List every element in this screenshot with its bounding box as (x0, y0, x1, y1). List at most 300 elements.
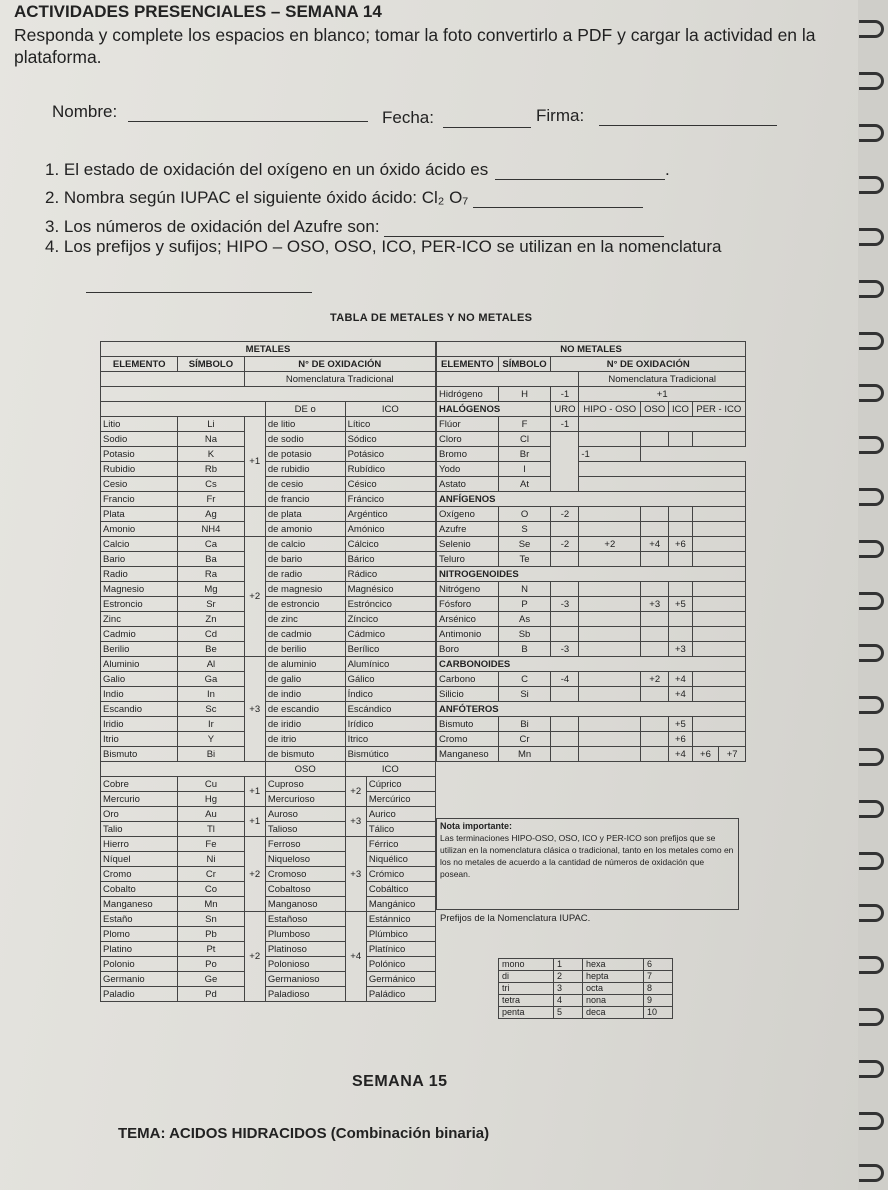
table-cell: Manganeso (437, 747, 499, 762)
prefijos-title: Prefijos de la Nomenclatura IUPAC. (440, 913, 591, 924)
question-1: 1. El estado de oxidación del oxígeno en un óxido ácido es . (45, 160, 670, 179)
table-cell (692, 717, 745, 732)
table-cell: Si (498, 687, 551, 702)
table-cell: Cromo (437, 732, 499, 747)
metal-simbolo: Zn (178, 612, 244, 627)
metal-elemento: Zinc (101, 612, 178, 627)
table-cell: +2 (579, 537, 641, 552)
table-row (499, 1007, 673, 1019)
metal-elemento: Francio (101, 492, 178, 507)
metal-ico: Estróncico (345, 597, 435, 612)
table-cell: +4 (641, 537, 669, 552)
table-row (101, 522, 436, 537)
metal-simbolo: Ra (178, 567, 244, 582)
metal-ico: Magnésico (345, 582, 435, 597)
table-row (437, 417, 746, 432)
group-label: HALÓGENOS (437, 402, 551, 417)
metal-simbolo: Ca (178, 537, 244, 552)
table-row (101, 792, 436, 807)
table-cell: +6 (669, 537, 692, 552)
table-cell (101, 387, 436, 402)
table-row (101, 477, 436, 492)
table-cell: +3 (641, 597, 669, 612)
table-row (499, 971, 673, 983)
answer-line-3[interactable] (384, 220, 664, 237)
table-cell: tetra (499, 995, 554, 1007)
table-cell: Yodo (437, 462, 499, 477)
table-row (437, 447, 746, 462)
table-cell: O (498, 507, 551, 522)
table-row (101, 507, 436, 522)
metal-simbolo: Al (178, 657, 244, 672)
nota-importante (436, 818, 739, 910)
metal-oso: Mercurioso (265, 792, 345, 807)
table-row (101, 447, 436, 462)
table-cell: +5 (669, 597, 692, 612)
metal-simbolo: Sc (178, 702, 244, 717)
answer-line-1[interactable] (495, 163, 665, 180)
metal-oso: Ferroso (265, 837, 345, 852)
metal-de: de iridio (265, 717, 345, 732)
table-row (101, 942, 436, 957)
table-row (101, 612, 436, 627)
table-row (101, 567, 436, 582)
table-row (437, 627, 746, 642)
metal-oso: Niqueloso (265, 852, 345, 867)
metal-simbolo: Pb (178, 927, 244, 942)
metal-elemento: Níquel (101, 852, 178, 867)
table-row (437, 657, 746, 672)
semana-heading: SEMANA 15 (352, 1073, 448, 1090)
metal-ico: Mangánico (366, 897, 435, 912)
table-cell: Mn (498, 747, 551, 762)
col-simbolo: SÍMBOLO (498, 357, 551, 372)
metal-oxidacion: +1 (244, 417, 265, 507)
metal-elemento: Germanio (101, 972, 178, 987)
table-row (101, 597, 436, 612)
table-row (101, 687, 436, 702)
table-row (101, 837, 436, 852)
metal-ico: Potásico (345, 447, 435, 462)
table-row (437, 492, 746, 507)
table-cell (692, 627, 745, 642)
metal-ico: Cádmico (345, 627, 435, 642)
table-cell (551, 747, 579, 762)
table-row (101, 372, 436, 387)
metal-de: de litio (265, 417, 345, 432)
table-row (101, 432, 436, 447)
table-row (437, 642, 746, 657)
table-cell (692, 732, 745, 747)
table-cell: Bromo (437, 447, 499, 462)
table-cell: Bi (498, 717, 551, 732)
table-cell: 1 (554, 959, 583, 971)
table-row (101, 657, 436, 672)
metal-ico: Itrico (345, 732, 435, 747)
table-cell: Nitrógeno (437, 582, 499, 597)
table-row (499, 959, 673, 971)
table-cell: Carbono (437, 672, 499, 687)
table-cell (692, 612, 745, 627)
table-cell (437, 372, 579, 387)
metal-de: de radio (265, 567, 345, 582)
table-cell (579, 642, 641, 657)
table-row (101, 582, 436, 597)
table-cell: H (498, 387, 551, 402)
table-cell (669, 507, 692, 522)
metal-ico: Alumínico (345, 657, 435, 672)
table-cell: +5 (669, 717, 692, 732)
table-cell (579, 417, 746, 432)
binding-ring (859, 384, 884, 402)
table-cell: -4 (551, 672, 579, 687)
fecha-field[interactable] (382, 108, 531, 128)
table-cell (641, 642, 669, 657)
table-row (101, 987, 436, 1002)
table-cell (669, 552, 692, 567)
table-cell (669, 627, 692, 642)
table-cell (551, 717, 579, 732)
metal-ico: Lítico (345, 417, 435, 432)
metal-simbolo: Cd (178, 627, 244, 642)
table-cell: -2 (551, 507, 579, 522)
table-row (101, 462, 436, 477)
metal-elemento: Platino (101, 942, 178, 957)
table-cell: Astato (437, 477, 499, 492)
table-cell (579, 687, 641, 702)
table-cell (692, 597, 745, 612)
table-cell (579, 627, 641, 642)
table-cell (641, 627, 669, 642)
group-label: CARBONOIDES (437, 657, 746, 672)
metal-ico: Índico (345, 687, 435, 702)
metal-ico: Bismútico (345, 747, 435, 762)
note-text: Las terminaciones HIPO-OSO, OSO, ICO y PER-ICO son prefijos que se utilizan en la nomenclatura clásica o tradicional, tanto en los metales como en los no metales de acuerdo a la cantidad de números de oxidación que posean. (440, 833, 734, 879)
metal-elemento: Iridio (101, 717, 178, 732)
metales-table (100, 341, 436, 1002)
metal-oxidacion-2: +3 (345, 807, 366, 837)
table-cell: deca (583, 1007, 644, 1019)
metal-elemento: Bario (101, 552, 178, 567)
binding-ring (859, 124, 884, 142)
table-cell: tri (499, 983, 554, 995)
table-cell: Teluro (437, 552, 499, 567)
question-3: 3. Los números de oxidación del Azufre son: (45, 217, 664, 237)
table-cell: 2 (554, 971, 583, 983)
metal-ico: Argéntico (345, 507, 435, 522)
metal-oxidacion: +2 (244, 837, 265, 912)
metal-simbolo: Cr (178, 867, 244, 882)
metal-ico: Tálico (366, 822, 435, 837)
col-nomenclatura: Nomenclatura Tradicional (579, 372, 746, 387)
table-cell (551, 687, 579, 702)
no-metales-table (436, 341, 746, 762)
metal-ico: Amónico (345, 522, 435, 537)
table-cell: +7 (719, 747, 746, 762)
metal-elemento: Hierro (101, 837, 178, 852)
table-cell (579, 552, 641, 567)
metal-de: de bario (265, 552, 345, 567)
binding-ring (859, 800, 884, 818)
note-title: Nota importante: (440, 821, 512, 831)
metal-elemento: Talio (101, 822, 178, 837)
table-cell: Cl (498, 432, 551, 447)
metal-simbolo: Hg (178, 792, 244, 807)
table-row (437, 372, 746, 387)
table-cell: penta (499, 1007, 554, 1019)
notebook-binding (858, 0, 888, 1190)
table-cell: Sb (498, 627, 551, 642)
table-cell: Br (498, 447, 551, 462)
binding-ring (859, 748, 884, 766)
metal-elemento: Polonio (101, 957, 178, 972)
metal-de: de calcio (265, 537, 345, 552)
metal-elemento: Sodio (101, 432, 178, 447)
table-row (101, 357, 436, 372)
table-cell: Boro (437, 642, 499, 657)
table-cell (641, 732, 669, 747)
table-cell: +2 (641, 672, 669, 687)
table-cell (579, 612, 641, 627)
col-nomenclatura: Nomenclatura Tradicional (244, 372, 435, 387)
table-cell (692, 522, 745, 537)
table-cell (692, 672, 745, 687)
table-row (101, 342, 436, 357)
metal-simbolo: Au (178, 807, 244, 822)
table-cell: -2 (551, 537, 579, 552)
table-cell: 7 (644, 971, 673, 983)
table-cell: -1 (579, 447, 641, 462)
metal-simbolo: Mn (178, 897, 244, 912)
metal-ico: Germánico (366, 972, 435, 987)
table-title: TABLA DE METALES Y NO METALES (330, 312, 533, 324)
prefijos-table (498, 958, 673, 1019)
tema-heading: TEMA: ACIDOS HIDRACIDOS (Combinación binaria) (118, 1125, 490, 1142)
metal-simbolo: Na (178, 432, 244, 447)
metal-oxidacion-2: +3 (345, 837, 366, 912)
table-cell: Cloro (437, 432, 499, 447)
metal-de: de bismuto (265, 747, 345, 762)
metal-ico: Irídico (345, 717, 435, 732)
binding-ring (859, 696, 884, 714)
table-row (101, 927, 436, 942)
table-cell: Flúor (437, 417, 499, 432)
metal-oxidacion: +1 (244, 807, 265, 837)
table-row (101, 492, 436, 507)
metal-ico: Cúprico (366, 777, 435, 792)
table-cell: hepta (583, 971, 644, 983)
metal-simbolo: Y (178, 732, 244, 747)
binding-ring (859, 540, 884, 558)
table-cell: 3 (554, 983, 583, 995)
binding-ring (859, 436, 884, 454)
nombre-line (128, 105, 368, 122)
binding-ring (859, 20, 884, 38)
metal-de: de indio (265, 687, 345, 702)
firma-field[interactable] (536, 106, 777, 126)
metal-de: de zinc (265, 612, 345, 627)
table-row (101, 552, 436, 567)
group-label: ANFÍGENOS (437, 492, 746, 507)
metal-elemento: Berilio (101, 642, 178, 657)
binding-ring (859, 228, 884, 246)
table-row (101, 957, 436, 972)
table-cell (669, 522, 692, 537)
metal-ico: Cálcico (345, 537, 435, 552)
metal-ico: Férrico (366, 837, 435, 852)
metal-elemento: Oro (101, 807, 178, 822)
metal-elemento: Escandio (101, 702, 178, 717)
metal-simbolo: Cs (178, 477, 244, 492)
metal-elemento: Estroncio (101, 597, 178, 612)
table-row (101, 732, 436, 747)
table-cell (579, 507, 641, 522)
table-row (437, 687, 746, 702)
col-oxidacion: N° DE OXIDACIÓN (551, 357, 746, 372)
fecha-line (443, 111, 531, 128)
table-cell: ICO (669, 402, 692, 417)
table-cell: Azufre (437, 522, 499, 537)
metal-ico: Fráncico (345, 492, 435, 507)
table-cell (669, 612, 692, 627)
table-cell: C (498, 672, 551, 687)
nombre-field[interactable] (52, 102, 368, 122)
table-row (101, 912, 436, 927)
metal-elemento: Radio (101, 567, 178, 582)
sub-ico: ICO (345, 762, 435, 777)
table-row (437, 462, 746, 477)
answer-line-2[interactable] (473, 191, 643, 208)
metal-elemento: Cesio (101, 477, 178, 492)
table-cell: Se (498, 537, 551, 552)
table-cell (579, 522, 641, 537)
table-cell (641, 717, 669, 732)
metal-simbolo: K (178, 447, 244, 462)
metal-de: de galio (265, 672, 345, 687)
metal-simbolo: Li (178, 417, 244, 432)
table-row (101, 627, 436, 642)
table-row (437, 567, 746, 582)
metal-simbolo: Co (178, 882, 244, 897)
metal-simbolo: Ag (178, 507, 244, 522)
table-cell: Silicio (437, 687, 499, 702)
table-cell (641, 507, 669, 522)
metal-simbolo: Tl (178, 822, 244, 837)
metales-header: METALES (101, 342, 436, 357)
table-row (437, 747, 746, 762)
table-cell: Fósforo (437, 597, 499, 612)
table-cell: Hidrógeno (437, 387, 499, 402)
metal-elemento: Galio (101, 672, 178, 687)
metal-ico: Plúmbico (366, 927, 435, 942)
table-cell: hexa (583, 959, 644, 971)
table-cell: S (498, 522, 551, 537)
table-row (101, 702, 436, 717)
group-label: ANFÓTEROS (437, 702, 746, 717)
table-cell: PER - ICO (692, 402, 745, 417)
metal-simbolo: Po (178, 957, 244, 972)
metal-ico: Césico (345, 477, 435, 492)
metal-oso: Germanioso (265, 972, 345, 987)
table-cell (101, 762, 266, 777)
table-cell (641, 747, 669, 762)
metal-ico: Niquélico (366, 852, 435, 867)
table-cell: 9 (644, 995, 673, 1007)
table-cell (692, 432, 745, 447)
metal-de: de itrio (265, 732, 345, 747)
table-cell: F (498, 417, 551, 432)
metal-oxidacion-2: +4 (345, 912, 366, 1002)
binding-ring (859, 332, 884, 350)
binding-ring (859, 1112, 884, 1130)
table-cell: octa (583, 983, 644, 995)
table-row (101, 762, 436, 777)
table-row (437, 732, 746, 747)
table-row (437, 357, 746, 372)
binding-ring (859, 72, 884, 90)
metal-elemento: Plomo (101, 927, 178, 942)
table-cell: +4 (669, 672, 692, 687)
binding-ring (859, 644, 884, 662)
metal-elemento: Cadmio (101, 627, 178, 642)
table-cell: -3 (551, 597, 579, 612)
metal-elemento: Amonio (101, 522, 178, 537)
metal-oxidacion: +2 (244, 912, 265, 1002)
metal-elemento: Mercurio (101, 792, 178, 807)
table-row (101, 867, 436, 882)
metal-de: de aluminio (265, 657, 345, 672)
table-cell: OSO (641, 402, 669, 417)
table-row (437, 522, 746, 537)
firma-label: Firma: (536, 106, 585, 125)
table-row (437, 507, 746, 522)
table-row (101, 972, 436, 987)
table-cell: Arsénico (437, 612, 499, 627)
metal-ico: Mercúrico (366, 792, 435, 807)
table-cell (641, 612, 669, 627)
metal-elemento: Magnesio (101, 582, 178, 597)
table-cell: P (498, 597, 551, 612)
metal-ico: Estánnico (366, 912, 435, 927)
sub-ico: ICO (345, 402, 435, 417)
table-cell (579, 597, 641, 612)
metal-ico: Cobáltico (366, 882, 435, 897)
metal-ico: Polónico (366, 957, 435, 972)
answer-line-4[interactable] (86, 292, 312, 293)
table-row (101, 777, 436, 792)
table-cell: +4 (669, 747, 692, 762)
table-cell: mono (499, 959, 554, 971)
table-cell: -1 (551, 387, 579, 402)
table-cell (669, 582, 692, 597)
question-4: 4. Los prefijos y sufijos; HIPO – OSO, OSO, ICO, PER-ICO se utilizan en la nomenclatura (45, 237, 722, 256)
metal-de: de estroncio (265, 597, 345, 612)
table-cell (551, 582, 579, 597)
binding-ring (859, 592, 884, 610)
table-row (437, 432, 746, 447)
table-cell (641, 432, 669, 447)
sub-oso: OSO (265, 762, 345, 777)
metal-simbolo: Ga (178, 672, 244, 687)
metal-simbolo: Pt (178, 942, 244, 957)
table-cell (579, 462, 746, 477)
table-cell (101, 402, 266, 417)
metal-ico: Crómico (366, 867, 435, 882)
table-cell (551, 627, 579, 642)
metal-simbolo: Mg (178, 582, 244, 597)
table-cell (641, 687, 669, 702)
table-cell: Antimonio (437, 627, 499, 642)
